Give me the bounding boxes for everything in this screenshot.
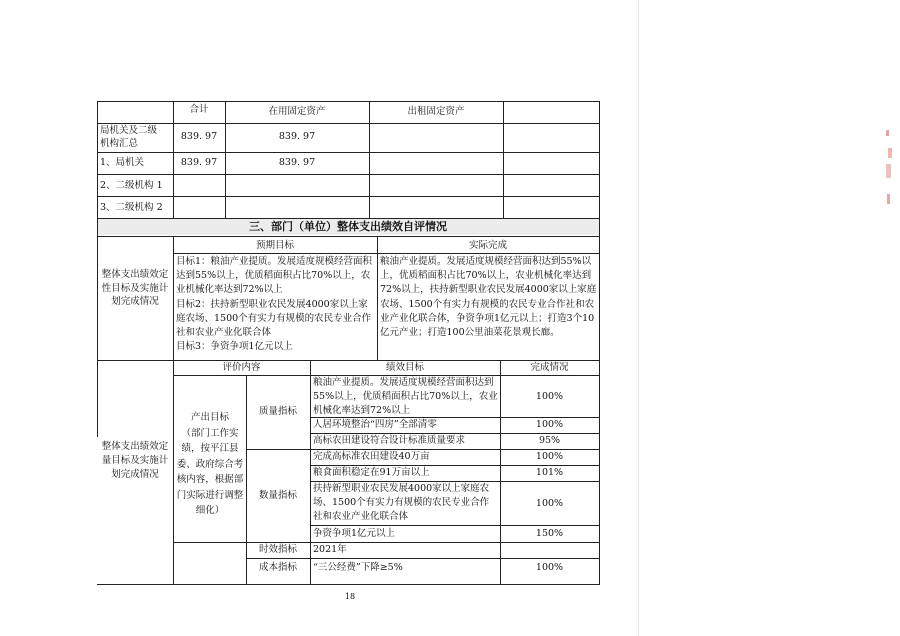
done-cell: 95%: [538, 435, 561, 446]
expected-header: 预期目标: [255, 240, 294, 251]
goal-cell: 争资争项1亿元以上: [313, 528, 396, 539]
row-label: 3、二级机构 2: [100, 202, 163, 213]
expected-text: 目标1：粮油产业提质。发展适度规模经营面积达到55%以上，优质稻面积占比70%以上，农业机械化率达到72%以上 目标2：扶持新型职业农民发展4000家以上家庭农场、1500个有实力有规模的农民专业合作社和农业产业化联合体 目标3：争资争项1亿元以上: [176, 256, 373, 353]
goal-cell: 人居环境整治“四房”全部清零: [313, 419, 437, 430]
goal-cell: 高标农田建设符合设计标准质量要求: [313, 435, 466, 446]
row-label: 机构汇总: [100, 138, 139, 149]
stamp-mark: [884, 130, 894, 210]
row-label: 1、局机关: [100, 157, 145, 168]
header-leased: 出租固定资产: [407, 106, 465, 117]
quality-indicator: 质量指标: [258, 406, 297, 417]
done-cell: 100%: [535, 419, 564, 430]
quant-left-label: 整体支出绩效定量目标及实施计划完成情况: [101, 441, 169, 480]
cell-total: 839. 97: [180, 157, 218, 168]
goal-cell: 2021年: [313, 544, 347, 555]
row-label: 局机关及二级: [100, 125, 158, 136]
done-cell: 150%: [535, 528, 564, 539]
actual-text: 粮油产业提质。发展适度规模经营面积达到55%以上，优质稻面积占比70%以上，农业机械化率达到72%以上，扶持新型职业农民发展4000家以上家庭农场、1500个有实力有规模的农民专业合作社和农业产业化联合体，争资争项1亿元以上；打造3个10亿元产业；打造100公里油菜花景观长廊。: [380, 256, 597, 339]
section-title: 三、部门（单位）整体支出绩效自评情况: [249, 220, 447, 233]
output-goal-label: 产出目标 （部门工作实绩，按平江县委、政府综合考核内容，根据部门实际进行调整细化）: [176, 412, 244, 516]
done-cell: 101%: [535, 467, 564, 478]
header-in-use: 在用固定资产: [268, 106, 326, 117]
eval-header: 评价内容: [222, 362, 261, 373]
actual-header: 实际完成: [468, 240, 507, 251]
page-number: 18: [344, 592, 356, 601]
goal-cell: “三公经费”下降≥5%: [313, 562, 403, 573]
cell-in-use: 839. 97: [278, 131, 316, 142]
done-header: 完成情况: [530, 362, 569, 373]
done-cell: 100%: [535, 391, 564, 402]
cost-indicator: 成本指标: [258, 562, 297, 573]
time-indicator: 时效指标: [258, 544, 297, 555]
done-cell: 100%: [535, 498, 564, 509]
row-label: 2、二级机构 1: [100, 180, 163, 191]
goal-cell: 粮食面积稳定在91万亩以上: [313, 467, 430, 478]
cell-in-use: 839. 97: [278, 157, 316, 168]
done-cell: 100%: [535, 562, 564, 573]
page-crease: [638, 0, 639, 636]
done-cell: 100%: [535, 451, 564, 462]
cell-total: 839. 97: [180, 131, 218, 142]
goal-cell: 扶持新型职业农民发展4000家以上家庭农场、1500个有实力有规模的农民专业合作社和农业产业化联合体: [313, 483, 490, 522]
goal-cell: 完成高标准农田建设40万亩: [313, 451, 430, 462]
perf-header: 绩效目标: [385, 362, 424, 373]
quantity-indicator: 数量指标: [258, 490, 297, 501]
goal-cell: 粮油产业提质。发展适度规模经营面积达到55%以上，优质稻面积占比70%以上，农业机械化率达到72%以上: [313, 377, 498, 416]
header-total: 合计: [189, 104, 209, 115]
qual-left-label: 整体支出绩效定性目标及实施计划完成情况: [101, 269, 169, 307]
